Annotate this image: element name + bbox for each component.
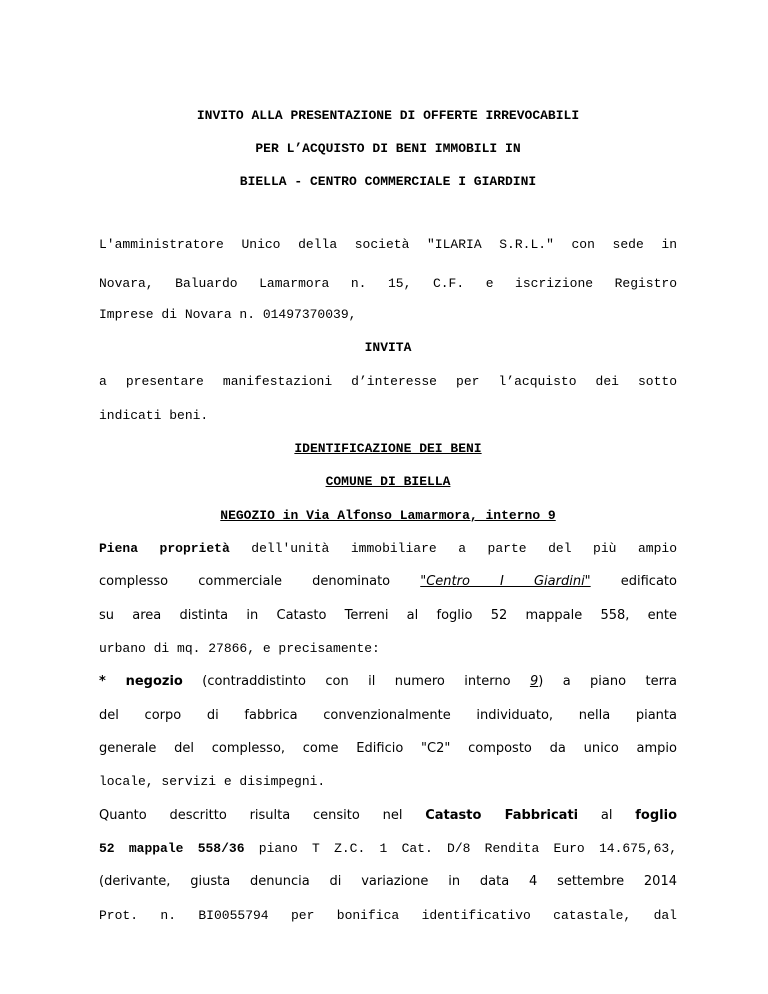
body-line-7: generale del complesso, come Edificio "C2" composto da unico ampio [99,741,677,756]
body-line-6: del corpo di fabbrica convenzionalmente individuato, nella pianta [99,708,677,723]
body-line-2-b: edificato [590,574,677,589]
body-line-10-text: piano T Z.C. 1 Cat. D/8 Rendita Euro 14.675,63, [244,841,677,856]
body-line-9 [99,808,677,824]
title-line-2: PER L’ACQUISTO DI BENI IMMOBILI IN [255,141,521,156]
centro-name: "Centro I Giardini" [420,574,591,589]
body-line-5 [99,674,677,690]
body-line-8: locale, servizi e disimpegni. [99,774,326,789]
invite-line-2: indicati beni. [99,408,209,423]
heading-identificazione: IDENTIFICAZIONE DEI BENI [294,441,482,456]
body-line-9-b: al [578,808,636,823]
heading-negozio: NEGOZIO in Via Alfonso Lamarmora, interno 9 [220,508,556,523]
catasto-fabbricati: Catasto Fabbricati [425,808,579,823]
intro-line-3: Imprese di Novara n. 01497370039, [99,307,357,322]
body-line-12: Prot. n. BI0055794 per bonifica identificativo catastale, dal [99,908,677,923]
body-line-4: urbano di mq. 27866, e precisamente: [99,641,380,656]
body-line-9-a: Quanto descritto risulta censito nel [99,808,426,823]
mappale-label: 52 mappale 558/36 [99,841,245,856]
body-line-2 [99,574,677,590]
title-line-1: INVITO ALLA PRESENTAZIONE DI OFFERTE IRREVOCABILI [196,108,580,123]
body-line-2-a: complesso commerciale denominato [99,574,421,589]
body-line-5-b: ) a piano terra [538,674,677,689]
body-line-11: (derivante, giusta denuncia di variazione in data 4 settembre 2014 [99,874,677,889]
invite-line-1: a presentare manifestazioni d’interesse per l’acquisto dei sotto [99,374,677,389]
invita-heading: INVITA [364,340,412,355]
interno-number: 9 [529,674,539,689]
foglio-label: foglio [635,808,678,823]
body-line-5-a: (contraddistinto con il numero interno [182,674,530,689]
piena-proprieta: Piena proprietà [99,541,230,556]
heading-comune: COMUNE DI BIELLA [325,474,451,489]
title-line-3: BIELLA - CENTRO COMMERCIALE I GIARDINI [239,174,537,189]
intro-line-2: Novara, Baluardo Lamarmora n. 15, C.F. e iscrizione Registro [99,276,677,291]
body-line-1 [99,541,677,557]
intro-line-1: L'amministratore Unico della società "ILARIA S.R.L." con sede in [99,237,677,252]
negozio-label: * negozio [99,674,183,689]
body-line-10 [99,841,677,857]
body-line-3: su area distinta in Catasto Terreni al foglio 52 mappale 558, ente [99,608,677,623]
body-line-1-text: dell'unità immobiliare a parte del più ampio [229,541,677,556]
